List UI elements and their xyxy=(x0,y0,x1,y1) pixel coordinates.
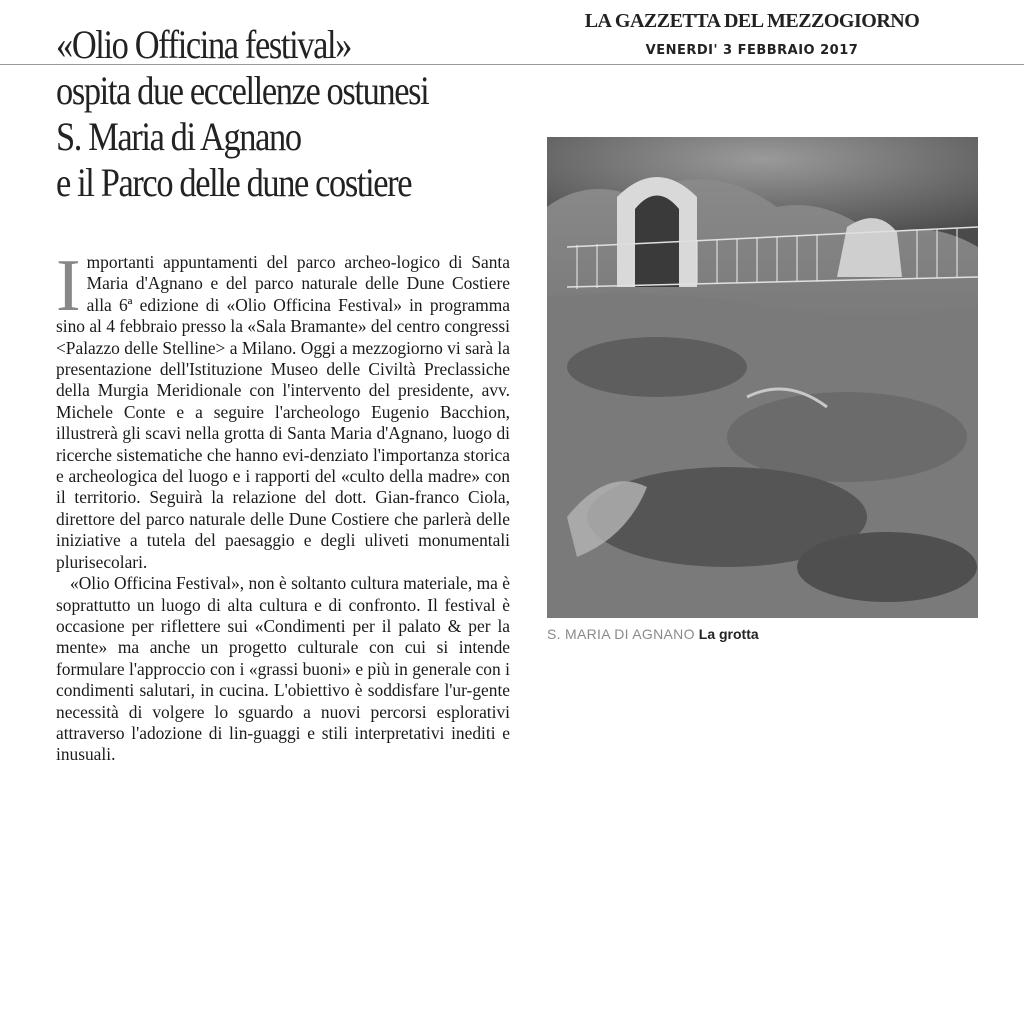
caption-place: S. MARIA DI AGNANO xyxy=(547,626,695,642)
headline-line-1: «Olio Officina festival» xyxy=(56,22,351,67)
headline-line-2: ospita due eccellenze ostunesi xyxy=(56,68,429,113)
headline-line-4: e il Parco delle dune costiere xyxy=(56,160,412,205)
masthead xyxy=(552,10,952,58)
article-headline xyxy=(56,22,486,206)
article-paragraph-1 xyxy=(56,245,510,573)
newspaper-name: LA GAZZETTA DEL MEZZOGIORNO xyxy=(584,10,920,32)
paragraph-1-text: mportanti appuntamenti del parco archeo-logico di Santa Maria d'Agnano e del parco naturale delle Dune Costiere alla 6ª edizione di «Olio Officina Festival» in programma sino al 4 febbraio presso la «Sala Bramante» del centro congressi <Palazzo delle Stelline> a Milano. Oggi a mezzogiorno vi sarà la presentazione dell'Istituzione Museo delle Civiltà Preclassiche della Murgia Meridionale con l'intervento del presidente, avv. Michele Conte e a seguire l'archeologo Eugenio Bacchion, illustrerà gli scavi nella grotta di Santa Maria d'Agnano, luogo di ricerche sistematiche che hanno evi-denziato l'importanza storica e archeologica del luogo e i rapporti del «culto della madre» con il territorio. Seguirà la relazione del dott. Gian-franco Ciola, direttore del parco naturale delle Dune Costiere che parlerà delle iniziative a tutela del paesaggio e degli uliveti monumentali plurisecolari. xyxy=(56,252,510,572)
article-body xyxy=(56,245,510,766)
cave-photo xyxy=(547,137,978,618)
drop-cap: I xyxy=(56,245,81,327)
photo-caption xyxy=(547,626,759,642)
article-paragraph-2: «Olio Officina Festival», non è soltanto cultura materiale, ma è soprattutto un luogo di alta cultura e di confronto. Il festival è occasione per riflettere sui «Condimenti per il palato & per la mente» ma anche un progetto culturale con cui si intende formulare l'approccio con i «grassi buoni» e più in generale con i condimenti salutari, in cucina. L'obiettivo è soddisfare l'ur-gente necessità di volgere lo sguardo a nuovi percorsi esplorativi attraverso l'adozione di lin-guaggi e stili interpretativi inediti e inusuali. xyxy=(56,573,510,765)
caption-text: La grotta xyxy=(698,626,759,642)
headline-line-3: S. Maria di Agnano xyxy=(56,114,301,159)
cave-photo-image xyxy=(547,137,978,618)
issue-date: VENERDI' 3 FEBBRAIO 2017 xyxy=(645,43,859,58)
